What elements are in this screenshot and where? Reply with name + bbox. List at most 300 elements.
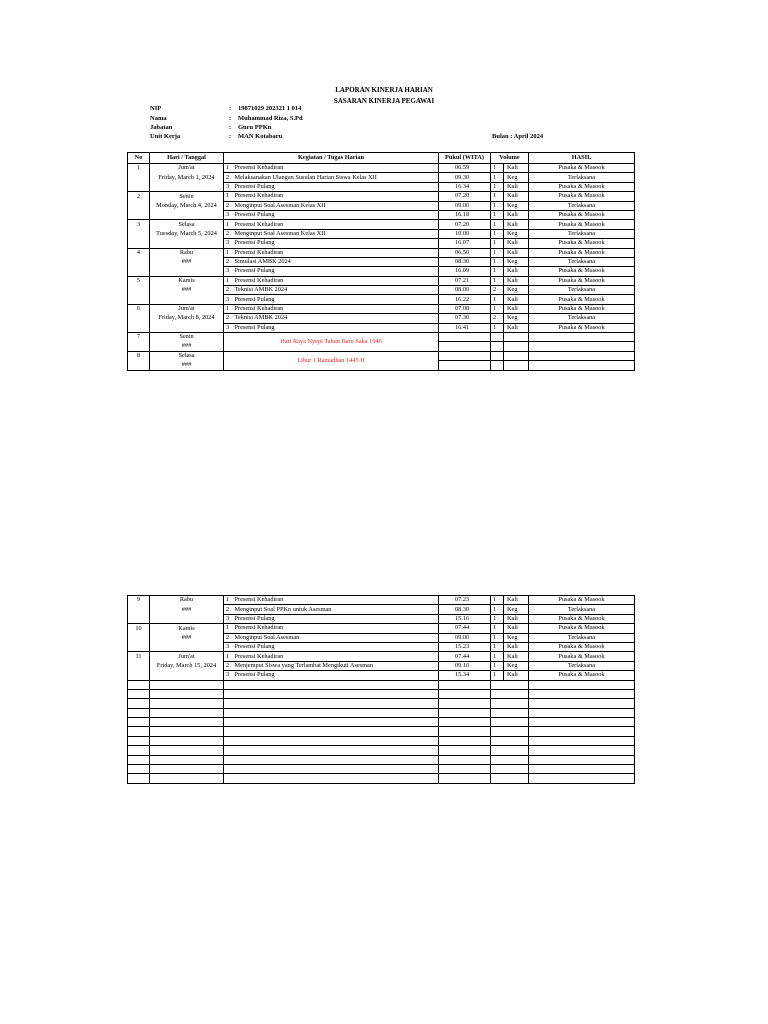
row-day: Friday, March 1, 2024 xyxy=(150,173,224,182)
row-number xyxy=(128,210,150,219)
activity-text: Menginput Soal Asesman Kelas XII xyxy=(234,201,439,210)
table-row xyxy=(128,624,635,633)
row-day: Rabu xyxy=(150,596,224,605)
volume-count: 1 xyxy=(491,201,504,210)
empty-cell xyxy=(150,689,224,698)
activity-text: Presensi Kehadiran xyxy=(234,624,439,633)
table-row xyxy=(128,248,635,257)
empty-cell xyxy=(504,755,529,764)
activity-text: Teknisi AMBK 2024 xyxy=(234,314,439,323)
activity-result: Terlaksana xyxy=(529,229,635,238)
activity-time: 16.22 xyxy=(439,295,491,304)
activity-text: Presensi Kehadiran xyxy=(234,192,439,201)
row-number: 10 xyxy=(128,624,150,633)
table-row xyxy=(128,652,635,661)
activity-time: 15.23 xyxy=(439,642,491,651)
row-number xyxy=(128,642,150,651)
volume-unit: Kali xyxy=(504,323,529,332)
row-day: ### xyxy=(150,605,224,614)
activity-index: 3 xyxy=(224,642,234,651)
activity-time: 07.21 xyxy=(439,276,491,285)
empty-cell xyxy=(504,718,529,727)
row-number: 8 xyxy=(128,351,150,360)
row-number xyxy=(128,267,150,276)
row-number: 9 xyxy=(128,596,150,605)
empty-cell xyxy=(529,708,635,717)
row-number: 1 xyxy=(128,164,150,173)
volume-count: 1 xyxy=(491,596,504,605)
empty-cell xyxy=(504,689,529,698)
activity-result: Pusaka & Masook xyxy=(529,614,635,623)
activity-time: 16.07 xyxy=(439,239,491,248)
row-number xyxy=(128,201,150,210)
empty-cell xyxy=(491,361,504,370)
activity-time: 16.34 xyxy=(439,182,491,191)
empty-cell xyxy=(224,765,234,774)
activity-result: Pusaka & Masook xyxy=(529,220,635,229)
nama-label: Nama xyxy=(150,115,167,122)
empty-cell xyxy=(234,746,439,755)
empty-cell xyxy=(491,708,504,717)
activity-time: 16.41 xyxy=(439,323,491,332)
row-day: Kamis xyxy=(150,276,224,285)
activity-text: Teknisi AMBK 2024 xyxy=(234,286,439,295)
empty-cell xyxy=(439,774,491,783)
unit-value: MAN Kotabaru xyxy=(238,133,283,140)
empty-cell xyxy=(529,736,635,745)
empty-cell xyxy=(224,718,234,727)
empty-cell xyxy=(529,680,635,689)
table-row xyxy=(128,210,635,219)
volume-unit: Kali xyxy=(504,652,529,661)
volume-unit: Kali xyxy=(504,239,529,248)
volume-unit: Kali xyxy=(504,276,529,285)
empty-cell xyxy=(491,755,504,764)
activity-result: Pusaka & Masook xyxy=(529,671,635,680)
empty-cell xyxy=(150,718,224,727)
volume-unit: Kali xyxy=(504,295,529,304)
table-row xyxy=(128,220,635,229)
activity-text: Presensi Kehadiran xyxy=(234,164,439,173)
activity-index: 3 xyxy=(224,239,234,248)
activity-time: 15.34 xyxy=(439,671,491,680)
table-row xyxy=(128,182,635,191)
volume-count: 1 xyxy=(491,239,504,248)
activity-result: Terlaksana xyxy=(529,173,635,182)
row-day xyxy=(150,210,224,219)
activity-index: 3 xyxy=(224,323,234,332)
volume-unit: Keg xyxy=(504,173,529,182)
volume-unit: Kali xyxy=(504,671,529,680)
report-title: LAPORAN KINERJA HARIAN xyxy=(335,86,433,94)
activity-result: Pusaka & Masook xyxy=(529,276,635,285)
empty-cell xyxy=(529,718,635,727)
activity-text: Menginput Soal Asesman xyxy=(234,633,439,642)
row-day: Kamis xyxy=(150,624,224,633)
activity-time: 16.18 xyxy=(439,210,491,219)
activity-index: 1 xyxy=(224,596,234,605)
empty-cell xyxy=(504,774,529,783)
row-number xyxy=(128,605,150,614)
empty-cell xyxy=(439,765,491,774)
table-header-row xyxy=(128,153,635,164)
nip-value: 19871029 202321 1 014 xyxy=(238,105,302,112)
empty-cell xyxy=(150,699,224,708)
empty-cell xyxy=(439,727,491,736)
volume-count: 1 xyxy=(491,267,504,276)
activity-text: Presensi Kehadiran xyxy=(234,276,439,285)
row-number xyxy=(128,314,150,323)
month-label: Bulan : April 2024 xyxy=(492,133,544,140)
row-day: Monday, March 4, 2024 xyxy=(150,201,224,210)
table-row xyxy=(128,314,635,323)
holiday-row xyxy=(128,333,635,342)
row-number xyxy=(128,661,150,670)
activity-text: Presensi Kehadiran xyxy=(234,652,439,661)
empty-cell xyxy=(128,718,150,727)
row-day xyxy=(150,295,224,304)
activity-index: 2 xyxy=(224,257,234,266)
row-number xyxy=(128,323,150,332)
volume-unit: Kali xyxy=(504,624,529,633)
empty-cell xyxy=(150,680,224,689)
table-row xyxy=(128,239,635,248)
volume-unit: Kali xyxy=(504,614,529,623)
row-day: ### xyxy=(150,257,224,266)
col-no: No xyxy=(128,153,150,164)
activity-result: Terlaksana xyxy=(529,286,635,295)
empty-cell xyxy=(128,342,150,351)
row-number: 7 xyxy=(128,333,150,342)
volume-count: 1 xyxy=(491,257,504,266)
activity-result: Pusaka & Masook xyxy=(529,323,635,332)
activity-time: 09.00 xyxy=(439,201,491,210)
row-day: Senin xyxy=(150,192,224,201)
jabatan-label: Jabatan xyxy=(150,124,173,131)
volume-unit: Kali xyxy=(504,267,529,276)
activity-index: 2 xyxy=(224,605,234,614)
empty-cell xyxy=(128,689,150,698)
volume-count: 1 xyxy=(491,192,504,201)
empty-row xyxy=(128,699,635,708)
table-row xyxy=(128,229,635,238)
activity-table-2 xyxy=(127,595,635,784)
row-day: Friday, March 15, 2024 xyxy=(150,661,224,670)
activity-time: 09.10 xyxy=(439,661,491,670)
empty-cell xyxy=(504,680,529,689)
table-row xyxy=(128,295,635,304)
activity-index: 1 xyxy=(224,164,234,173)
row-day: ### xyxy=(150,286,224,295)
activity-index: 2 xyxy=(224,314,234,323)
empty-cell xyxy=(439,746,491,755)
volume-count: 2 xyxy=(491,314,504,323)
empty-cell xyxy=(529,361,635,370)
empty-cell xyxy=(224,736,234,745)
empty-cell xyxy=(491,746,504,755)
empty-cell xyxy=(234,689,439,698)
activity-time: 07.20 xyxy=(439,192,491,201)
activity-result: Pusaka & Masook xyxy=(529,164,635,173)
volume-unit: Keg xyxy=(504,633,529,642)
empty-row xyxy=(128,765,635,774)
empty-cell xyxy=(529,351,635,360)
empty-cell xyxy=(224,727,234,736)
row-day: Jum'at xyxy=(150,164,224,173)
empty-cell xyxy=(234,718,439,727)
empty-cell xyxy=(128,727,150,736)
volume-unit: Keg xyxy=(504,605,529,614)
empty-cell xyxy=(128,708,150,717)
activity-text: Presensi Pulang xyxy=(234,642,439,651)
activity-result: Terlaksana xyxy=(529,661,635,670)
empty-cell xyxy=(439,333,491,342)
volume-unit: Keg xyxy=(504,314,529,323)
table-row xyxy=(128,605,635,614)
empty-cell xyxy=(224,699,234,708)
empty-cell xyxy=(439,755,491,764)
empty-row xyxy=(128,689,635,698)
empty-row xyxy=(128,718,635,727)
empty-cell xyxy=(529,765,635,774)
activity-index: 2 xyxy=(224,201,234,210)
activity-text: Presensi Kehadiran xyxy=(234,248,439,257)
row-day: Selasa xyxy=(150,220,224,229)
empty-cell xyxy=(491,680,504,689)
empty-cell xyxy=(529,774,635,783)
activity-text: Presensi Pulang xyxy=(234,671,439,680)
volume-count: 1 xyxy=(491,652,504,661)
activity-text: Presensi Pulang xyxy=(234,267,439,276)
colon: : xyxy=(229,124,232,131)
table-row xyxy=(128,267,635,276)
activity-result: Pusaka & Masook xyxy=(529,624,635,633)
empty-cell xyxy=(234,736,439,745)
empty-cell xyxy=(529,746,635,755)
activity-index: 1 xyxy=(224,624,234,633)
activity-index: 1 xyxy=(224,304,234,313)
activity-time: 09.30 xyxy=(439,173,491,182)
empty-cell xyxy=(491,736,504,745)
volume-unit: Keg xyxy=(504,661,529,670)
activity-result: Terlaksana xyxy=(529,201,635,210)
empty-cell xyxy=(504,333,529,342)
activity-index: 1 xyxy=(224,192,234,201)
empty-cell xyxy=(234,727,439,736)
volume-count: 1 xyxy=(491,248,504,257)
empty-cell xyxy=(439,708,491,717)
row-day: Rabu xyxy=(150,248,224,257)
activity-result: Pusaka & Masook xyxy=(529,182,635,191)
nip-label: NIP xyxy=(150,105,162,112)
empty-cell xyxy=(504,699,529,708)
activity-text: Presensi Pulang xyxy=(234,614,439,623)
volume-count: 1 xyxy=(491,323,504,332)
activity-index: 3 xyxy=(224,267,234,276)
empty-cell xyxy=(439,361,491,370)
activity-text: Melaksanakan Ulangan Susulan Harian Siswa Kelas XII xyxy=(234,173,439,182)
activity-time: 16.09 xyxy=(439,267,491,276)
activity-index: 3 xyxy=(224,671,234,680)
holiday-note: Libur 1 Ramadhan 1445 H xyxy=(224,351,439,370)
activity-result: Pusaka & Masook xyxy=(529,596,635,605)
empty-cell xyxy=(504,727,529,736)
activity-index: 1 xyxy=(224,276,234,285)
holiday-row xyxy=(128,351,635,360)
activity-time: 06.50 xyxy=(439,248,491,257)
activity-time: 08.30 xyxy=(439,605,491,614)
activity-result: Pusaka & Masook xyxy=(529,248,635,257)
row-day: Friday, March 8, 2024 xyxy=(150,314,224,323)
empty-cell xyxy=(439,699,491,708)
activity-time: 07.20 xyxy=(439,220,491,229)
row-day: Senin xyxy=(150,333,224,342)
row-day: ### xyxy=(150,633,224,642)
activity-index: 1 xyxy=(224,652,234,661)
activity-text: Presensi Pulang xyxy=(234,239,439,248)
activity-table-1 xyxy=(127,152,635,371)
activity-result: Pusaka & Masook xyxy=(529,295,635,304)
empty-cell xyxy=(529,342,635,351)
col-result: HASIL xyxy=(529,153,635,164)
activity-index: 2 xyxy=(224,173,234,182)
activity-text: Presensi Pulang xyxy=(234,323,439,332)
table-row xyxy=(128,304,635,313)
empty-cell xyxy=(224,755,234,764)
activity-index: 2 xyxy=(224,229,234,238)
row-number: 3 xyxy=(128,220,150,229)
table-row xyxy=(128,192,635,201)
empty-cell xyxy=(504,736,529,745)
activity-index: 1 xyxy=(224,248,234,257)
empty-cell xyxy=(529,727,635,736)
empty-cell xyxy=(504,708,529,717)
row-number xyxy=(128,286,150,295)
volume-count: 1 xyxy=(491,304,504,313)
activity-time: 08.30 xyxy=(439,257,491,266)
row-number xyxy=(128,295,150,304)
empty-cell xyxy=(491,333,504,342)
empty-cell xyxy=(128,755,150,764)
activity-time: 06.59 xyxy=(439,164,491,173)
volume-count: 1 xyxy=(491,229,504,238)
activity-result: Terlaksana xyxy=(529,633,635,642)
activity-time: 10.00 xyxy=(439,229,491,238)
empty-cell xyxy=(504,351,529,360)
volume-unit: Keg xyxy=(504,286,529,295)
activity-index: 3 xyxy=(224,210,234,219)
activity-text: Presensi Kehadiran xyxy=(234,220,439,229)
row-day xyxy=(150,642,224,651)
activity-time: 15.16 xyxy=(439,614,491,623)
row-number: 6 xyxy=(128,304,150,313)
volume-unit: Kali xyxy=(504,642,529,651)
empty-row xyxy=(128,727,635,736)
row-day: Jum'at xyxy=(150,652,224,661)
empty-cell xyxy=(150,708,224,717)
empty-cell xyxy=(234,680,439,689)
volume-unit: Kali xyxy=(504,596,529,605)
empty-cell xyxy=(504,361,529,370)
empty-cell xyxy=(234,699,439,708)
empty-cell xyxy=(150,736,224,745)
table-row xyxy=(128,661,635,670)
empty-cell xyxy=(234,774,439,783)
empty-cell xyxy=(128,774,150,783)
activity-text: Menginput Soal PPKn untuk Asesman xyxy=(234,605,439,614)
row-day xyxy=(150,182,224,191)
volume-count: 1 xyxy=(491,624,504,633)
empty-cell xyxy=(234,755,439,764)
activity-result: Pusaka & Masook xyxy=(529,652,635,661)
nama-value: Muhammad Riza, S.Pd xyxy=(238,115,303,122)
empty-cell xyxy=(529,689,635,698)
volume-unit: Kali xyxy=(504,210,529,219)
empty-cell xyxy=(224,680,234,689)
activity-text: Presensi Kehadiran xyxy=(234,304,439,313)
empty-cell xyxy=(234,765,439,774)
volume-unit: Kali xyxy=(504,164,529,173)
empty-cell xyxy=(491,718,504,727)
empty-cell xyxy=(128,746,150,755)
volume-count: 1 xyxy=(491,661,504,670)
empty-cell xyxy=(529,755,635,764)
colon: : xyxy=(229,105,232,112)
activity-time: 07.08 xyxy=(439,304,491,313)
colon: : xyxy=(229,115,232,122)
volume-count: 1 xyxy=(491,605,504,614)
activity-time: 07.44 xyxy=(439,652,491,661)
row-date: ### xyxy=(150,361,224,370)
table-row xyxy=(128,257,635,266)
empty-row xyxy=(128,680,635,689)
row-number: 5 xyxy=(128,276,150,285)
col-activity: Kegiatan / Tugas Harian xyxy=(224,153,439,164)
row-number: 4 xyxy=(128,248,150,257)
activity-time: 07.44 xyxy=(439,624,491,633)
activity-time: 07.30 xyxy=(439,314,491,323)
activity-result: Terlaksana xyxy=(529,605,635,614)
activity-result: Pusaka & Masook xyxy=(529,210,635,219)
activity-text: Presensi Pulang xyxy=(234,182,439,191)
activity-index: 2 xyxy=(224,286,234,295)
table-row xyxy=(128,633,635,642)
table-row xyxy=(128,596,635,605)
volume-count: 1 xyxy=(491,614,504,623)
empty-cell xyxy=(529,333,635,342)
empty-cell xyxy=(491,342,504,351)
table-row xyxy=(128,276,635,285)
empty-cell xyxy=(439,680,491,689)
row-number xyxy=(128,182,150,191)
holiday-note: Hari Raya Nyepi Tahun Baru Saka 1946 xyxy=(224,333,439,352)
activity-text: Presensi Kehadiran xyxy=(234,596,439,605)
volume-count: 2 xyxy=(491,286,504,295)
empty-cell xyxy=(128,699,150,708)
activity-time: 08.00 xyxy=(439,286,491,295)
table-row xyxy=(128,642,635,651)
volume-count: 1 xyxy=(491,220,504,229)
volume-count: 1 xyxy=(491,173,504,182)
unit-label: Unit Kerja xyxy=(150,133,181,140)
activity-index: 3 xyxy=(224,295,234,304)
empty-cell xyxy=(491,774,504,783)
empty-row xyxy=(128,736,635,745)
row-number xyxy=(128,671,150,680)
empty-row xyxy=(128,708,635,717)
empty-cell xyxy=(529,699,635,708)
empty-cell xyxy=(504,342,529,351)
